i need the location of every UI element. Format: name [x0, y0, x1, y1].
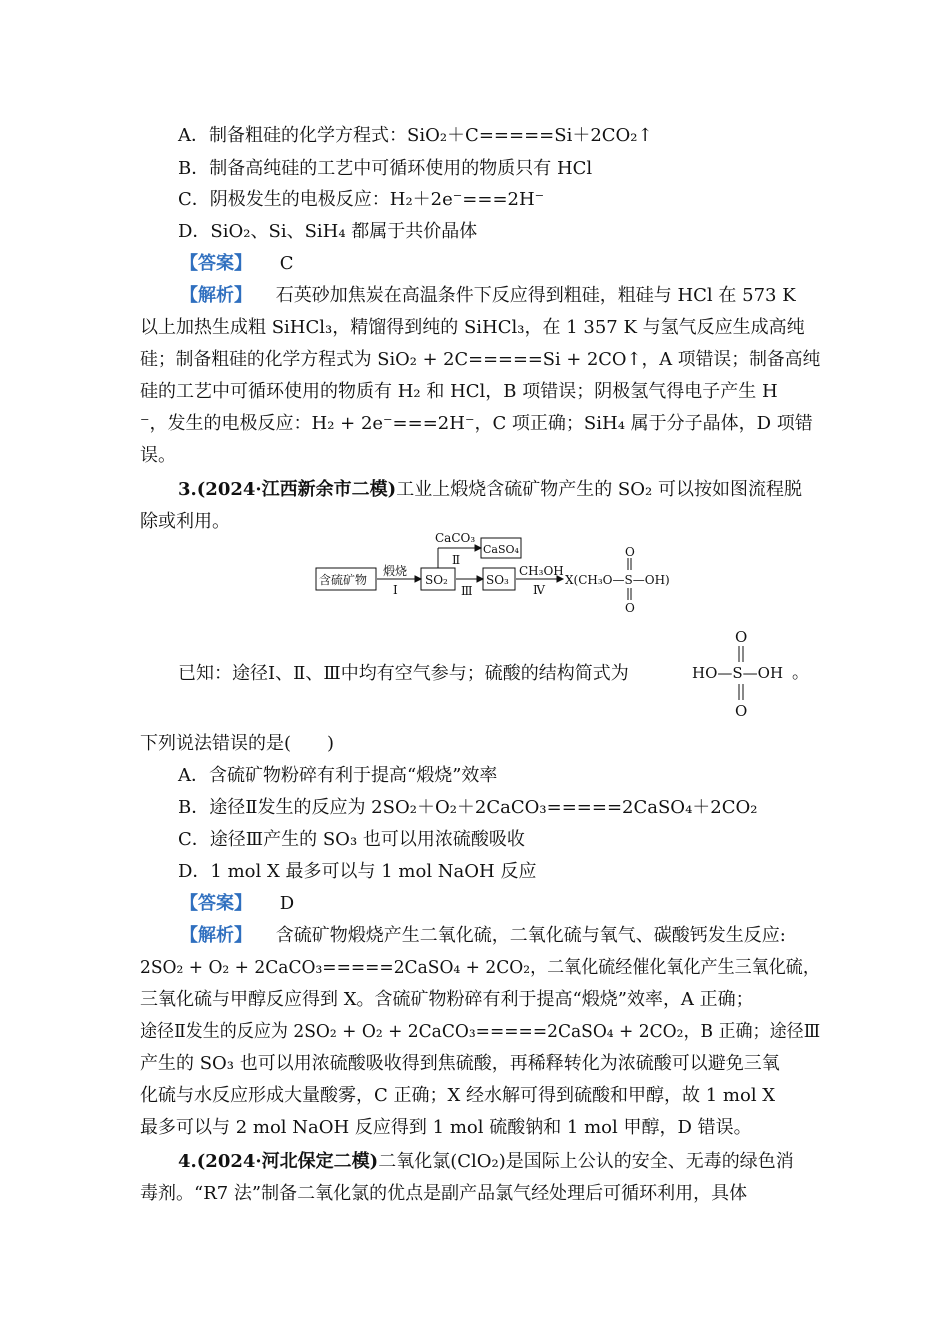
- answer-value: C: [279, 253, 294, 274]
- q2-answer: [180, 252, 294, 276]
- flow-roast: 煅烧: [383, 564, 408, 578]
- answer-value: D: [279, 893, 295, 914]
- sulfuric-o-top: O: [735, 628, 748, 646]
- q3-option-b: B．途径Ⅱ发生的反应为 2SO₂＋O₂＋2CaCO₃=====2CaSO₄＋2CO₂: [178, 797, 758, 818]
- analysis-text: 石英砂加焦炭在高温条件下反应得到粗硅，粗硅与 HCl 在 573 K: [275, 285, 796, 306]
- analysis-tag: 【解析】: [180, 925, 252, 946]
- q3-flow-diagram: [315, 528, 695, 616]
- q2-analysis-line-4: 硅的工艺中可循环使用的物质有 H₂ 和 HCl，B 项错误；阴极氢气得电子产生 H: [140, 381, 778, 402]
- flow-step-4: Ⅳ: [533, 583, 545, 597]
- q4-stem-text: 二氧化氯(ClO₂)是国际上公认的安全、无毒的绿色消: [378, 1151, 794, 1172]
- q4-stem-line-2: 毒剂。“R7 法”制备二氧化氯的优点是副产品氯气经处理后可循环利用，具体: [140, 1183, 748, 1204]
- q2-analysis-line-5: ⁻，发生的电极反应：H₂ + 2e⁻===2H⁻，C 项正确；SiH₄ 属于分子晶体，D 项错: [140, 413, 813, 434]
- q3-question: 下列说法错误的是( ): [140, 733, 335, 754]
- flow-so3: SO₃: [486, 573, 509, 587]
- flow-so2: SO₂: [425, 573, 448, 587]
- known-end: 。: [792, 663, 809, 683]
- analysis-tag: 【解析】: [180, 285, 252, 306]
- flow-step-3: Ⅲ: [461, 584, 473, 598]
- q3-analysis-line-4: 途径Ⅱ发生的反应为 2SO₂ + O₂ + 2CaCO₃=====2CaSO₄ + 2CO₂，B 正确；途径Ⅲ: [140, 1021, 821, 1042]
- q3-option-a: A．含硫矿物粉碎有利于提高“煅烧”效率: [178, 765, 498, 786]
- answer-tag: 【答案】: [180, 893, 252, 914]
- analysis-text: 含硫矿物煅烧产生二氧化硫，二氧化硫与氧气、碳酸钙发生反应:: [275, 925, 786, 946]
- q2-analysis-line-2: 以上加热生成粗 SiHCl₃，精馏得到纯的 SiHCl₃，在 1 357 K 与氢气反应生成高纯: [140, 317, 805, 338]
- flow-step-2: Ⅱ: [452, 553, 461, 567]
- q3-analysis-line-7: 最多可以与 2 mol NaOH 反应得到 1 mol 硫酸钠和 1 mol 甲醇，D 错误。: [140, 1117, 752, 1138]
- flow-ch3oh: CH₃OH: [519, 564, 564, 578]
- q3-analysis-line-3: 三氧化硫与甲醇反应得到 X。含硫矿物粉碎有利于提高“煅烧”效率，A 正确；: [140, 989, 754, 1010]
- q3-option-d: D．1 mol X 最多可以与 1 mol NaOH 反应: [178, 861, 537, 882]
- flow-step-1: Ⅰ: [393, 583, 398, 597]
- sulfuric-acid-structure: [692, 626, 809, 720]
- q3-source: 3.(2024·江西新余市二模): [178, 479, 397, 500]
- sulfuric-o-bottom: O: [735, 702, 748, 720]
- q2-option-d: D．SiO₂、Si、SiH₄ 都属于共价晶体: [178, 221, 478, 242]
- q4-source: 4.(2024·河北保定二模): [178, 1151, 379, 1172]
- flow-ore: 含硫矿物: [319, 573, 368, 587]
- q4-stem-line-1: [178, 1150, 794, 1174]
- flow-caco3: CaCO₃: [435, 531, 476, 545]
- q3-analysis-line-6: 化硫与水反应形成大量酸雾，C 正确；X 经水解可得到硫酸和甲醇，故 1 mol X: [140, 1085, 776, 1106]
- answer-tag: 【答案】: [180, 253, 252, 274]
- q3-analysis-line-2: 2SO₂ + O₂ + 2CaCO₃=====2CaSO₄ + 2CO₂，二氧化硫经催化氧化产生三氧化硫，: [140, 957, 820, 978]
- q3-analysis-line-5: 产生的 SO₃ 也可以用浓硫酸吸收得到焦硫酸，再稀释转化为浓硫酸可以避免三氧: [140, 1053, 780, 1074]
- q2-analysis-line-6: 误。: [140, 445, 176, 466]
- q3-known: 已知：途径Ⅰ、Ⅱ、Ⅲ中均有空气参与；硫酸的结构简式为: [178, 663, 629, 684]
- q3-analysis-line-1: [180, 924, 810, 948]
- q2-analysis-line-3: 硅；制备粗硅的化学方程式为 SiO₂ + 2C=====Si + 2CO↑，A 项错误；制备高纯: [140, 349, 821, 370]
- q2-analysis-line-1: [180, 284, 810, 308]
- sulfuric-formula: HO—S—OH: [692, 664, 784, 682]
- flow-caso4: CaSO₄: [483, 543, 519, 556]
- q2-option-c: C．阴极发生的电极反应：H₂＋2e⁻===2H⁻: [178, 189, 545, 210]
- flow-o-bottom: O: [625, 601, 635, 615]
- flow-o-top: O: [625, 545, 635, 559]
- q3-stem-text: 工业上煅烧含硫矿物产生的 SO₂ 可以按如图流程脱: [396, 479, 802, 500]
- q3-stem-line-1: [178, 478, 802, 502]
- q2-option-a: A．制备粗硅的化学方程式：SiO₂＋C=====Si＋2CO₂↑: [178, 125, 653, 146]
- q3-stem-line-2: 除或利用。: [140, 511, 230, 532]
- flow-product: X(CH₃O—S—OH): [565, 573, 670, 587]
- q3-option-c: C．途径Ⅲ产生的 SO₃ 也可以用浓硫酸吸收: [178, 829, 525, 850]
- q3-answer: [180, 892, 294, 916]
- q2-option-b: B．制备高纯硅的工艺中可循环使用的物质只有 HCl: [178, 158, 593, 179]
